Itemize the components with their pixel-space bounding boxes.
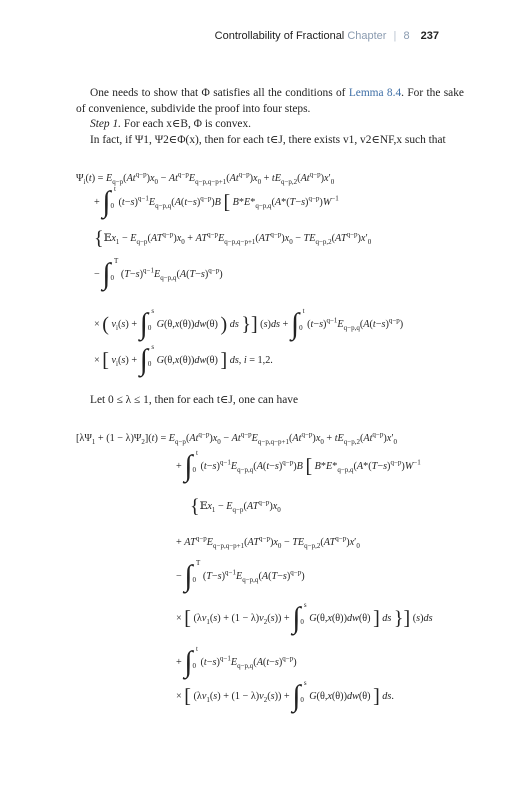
equation-f3: {𝔼x$_1$ − $E_{q-p}(AT^{q-p})x_0$: [190, 495, 281, 518]
equation-f2: + $\int_0^t$ $(t-s)^{q-1}E_{q-p,q}(A(t-s)^{q-p})B$ [ $B*E*_{q-p,q}(A*(T-s)^{q-p})W^{-1}$: [176, 448, 421, 483]
paragraph-lambda: Let 0 ≤ λ ≤ 1, then for each t∈J, one can have: [90, 394, 299, 406]
step-text: For each x∈B, Φ is convex.: [121, 118, 252, 130]
paragraph-convex: In fact, if Ψ1, Ψ2∈Φ(x), then for each t∈J, there exists v1, v2∈NF,x such that: [90, 134, 446, 146]
equation-e5: × ( $v_i(s) + \int_0^s$ G(θ,x(θ))dw(θ) ) ds }] $(s)ds + \int_0^t$ $(t-s)^{q-1}E_{q-p,q}(A(t-s)^{q-p})$: [94, 306, 404, 341]
chapter-number: 8: [403, 30, 410, 42]
equation-e3: {𝔼x$_1$ − $E_{q-p}(AT^{q-p})x_0 + AT^{q-p}E_{q-p,q-p+1}(AT^{q-p})x_0 - TE_{q-p,2}(AT^{q-p})x'_0$: [94, 227, 372, 250]
equation-f8: × [ $(\lambda v_1(s) + (1 - \lambda)v_2(s)) + \int_0^s$ G(θ,x(θ))dw(θ) ] ds.: [176, 678, 394, 713]
running-header: [215, 30, 439, 42]
equation-f6: × [ $(\lambda v_1(s) + (1 - \lambda)v_2(s)) + \int_0^s$ G(θ,x(θ))dw(θ) ] ds }] (s)ds: [176, 600, 433, 635]
equation-f1: $[\lambda\Psi_1 + (1 - \lambda)\Psi_2](t) = E_{q-p}(At^{q-p})x_0 - At^{q-p}E_{q-p,q-p+1}(At^{q-p})x_0 + tE_{q-p,2}(At^{q-p})x'_0$: [76, 430, 398, 447]
equation-e6: × [ $v_i(s) + \int_0^s$ G(θ,x(θ))dw(θ) ] ds, i = 1,2.: [94, 342, 273, 377]
chapter-word: Chapter: [347, 30, 387, 42]
equation-e2: + $\int_0^t$ $(t-s)^{q-1}E_{q-p,q}(A(t-s)^{q-p})B$ [ $B*E*_{q-p,q}(A*(T-s)^{q-p})W^{-1}$: [94, 184, 339, 219]
equation-f7: + $\int_0^t$ $(t-s)^{q-1}E_{q-p,q}(A(t-s)^{q-p})$: [176, 644, 297, 679]
equation-f5: − $\int_0^T$ $(T-s)^{q-1}E_{q-p,q}(A(T-s)^{q-p})$: [176, 558, 305, 593]
running-title: Controllability of Fractional: [214, 30, 345, 42]
intro-text-b: . For the sake of convenience, subdivide the proof into four steps.: [76, 87, 464, 115]
intro-text-a: One needs to show that Φ satisfies all the conditions of: [90, 87, 349, 99]
equation-e4: − $\int_0^T$ $(T-s)^{q-1}E_{q-p,q}(A(T-s)^{q-p})$: [94, 256, 223, 291]
lemma-link[interactable]: Lemma 8.4: [348, 87, 402, 99]
step-1: [76, 117, 464, 133]
header-separator: |: [393, 30, 397, 42]
equation-e1: [76, 172, 334, 185]
step-label: Step 1.: [90, 118, 122, 130]
paragraph-intro: [76, 86, 464, 117]
page-number: 237: [420, 30, 439, 42]
eq-e1-text: $\Psi_i(t) = E_{q-p}(At^{q-p})x_0 - At^{q-p}E_{q-p,q-p+1}(At^{q-p})x_0 + tE_{q-p,2}(At^{q-p})x'_0$: [76, 170, 335, 187]
equation-f4: + $AT^{q-p}E_{q-p,q-p+1}(AT^{q-p})x_0 - TE_{q-p,2}(AT^{q-p})x'_0$: [176, 534, 360, 551]
